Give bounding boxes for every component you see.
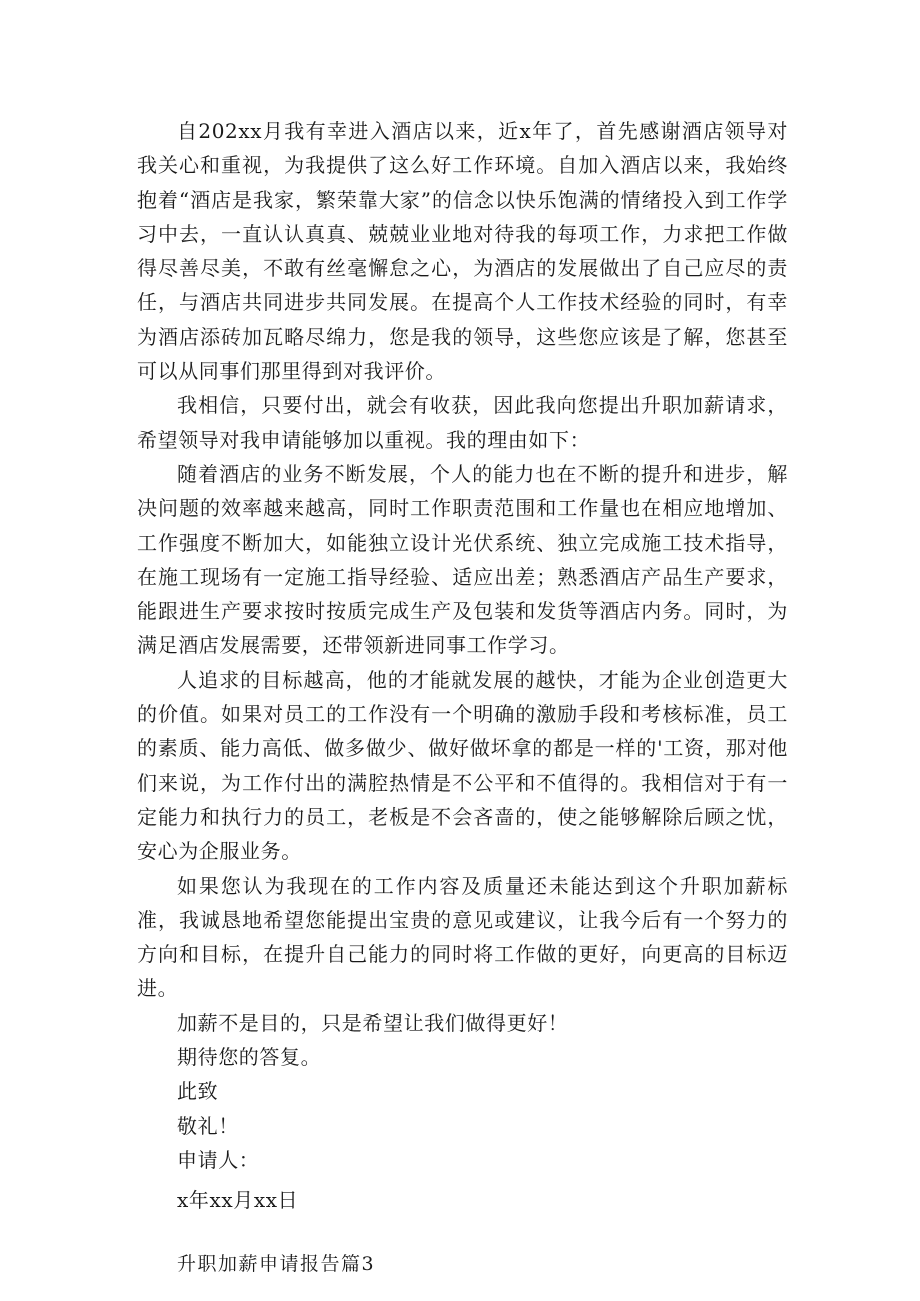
closing-line-purpose: 加薪不是目的，只是希望让我们做得更好！: [177, 1010, 569, 1035]
paragraph-request: 我相信，只要付出，就会有收获，因此我向您提出升职加薪请求，希望领导对我申请能够加以重视。我的理由如下：: [137, 393, 788, 452]
date-line: x年xx月xx日: [177, 1188, 299, 1213]
paragraph-feedback: 如果您认为我现在的工作内容及质量还未能达到这个升职加薪标准，我诚恳地希望您能提出宝贵的意见或建议，让我今后有一个努力的方向和目标，在提升自己能力的同时将工作做的更好，向更高的目标迈进。: [137, 873, 788, 1001]
closing-line-await: 期待您的答复。: [177, 1045, 322, 1070]
closing-line-salutation: 此致: [177, 1079, 219, 1104]
applicant-label: 申请人：: [177, 1147, 260, 1172]
paragraph-motivation: 人追求的目标越高，他的才能就发展的越快，才能为企业创造更大的价值。如果对员工的工作没有一个明确的激励手段和考核标准，员工的素质、能力高低、做多做少、做好做坏拿的都是一样的'工资，那对他们来说，为工作付出的满腔热情是不公平和不值得的。我相信对于有一定能力和执行力的员工，老板是不会吝啬的，使之能够解除后顾之忧，安心为企服业务。: [137, 667, 788, 864]
paragraph-intro: 自202xx月我有幸进入酒店以来，近x年了，首先感谢酒店领导对我关心和重视，为我提供了这么好工作环境。自加入酒店以来，我始终抱着“酒店是我家，繁荣靠大家”的信念以快乐饱满的情绪投入到工作学习中去，一直认认真真、兢兢业业地对待我的每项工作，力求把工作做得尽善尽美，不敢有丝毫懈怠之心，为酒店的发展做出了自己应尽的责任，与酒店共同进步共同发展。在提高个人工作技术经验的同时，有幸为酒店添砖加瓦略尽绵力，您是我的领导，这些您应该是了解，您甚至可以从同事们那里得到对我评价。: [137, 119, 788, 384]
next-section-heading: 升职加薪申请报告篇3: [177, 1252, 376, 1275]
paragraph-reasons: 随着酒店的业务不断发展，个人的能力也在不断的提升和进步，解决问题的效率越来越高，同时工作职责范围和工作量也在相应地增加、工作强度不断加大，如能独立设计光伏系统、独立完成施工技术指导，在施工现场有一定施工指导经验、适应出差；熟悉酒店产品生产要求，能跟进生产要求按时按质完成生产及包装和发货等酒店内务。同时，为满足酒店发展需要，还带领新进同事工作学习。: [137, 461, 788, 658]
closing-line-regards: 敬礼！: [177, 1113, 239, 1138]
